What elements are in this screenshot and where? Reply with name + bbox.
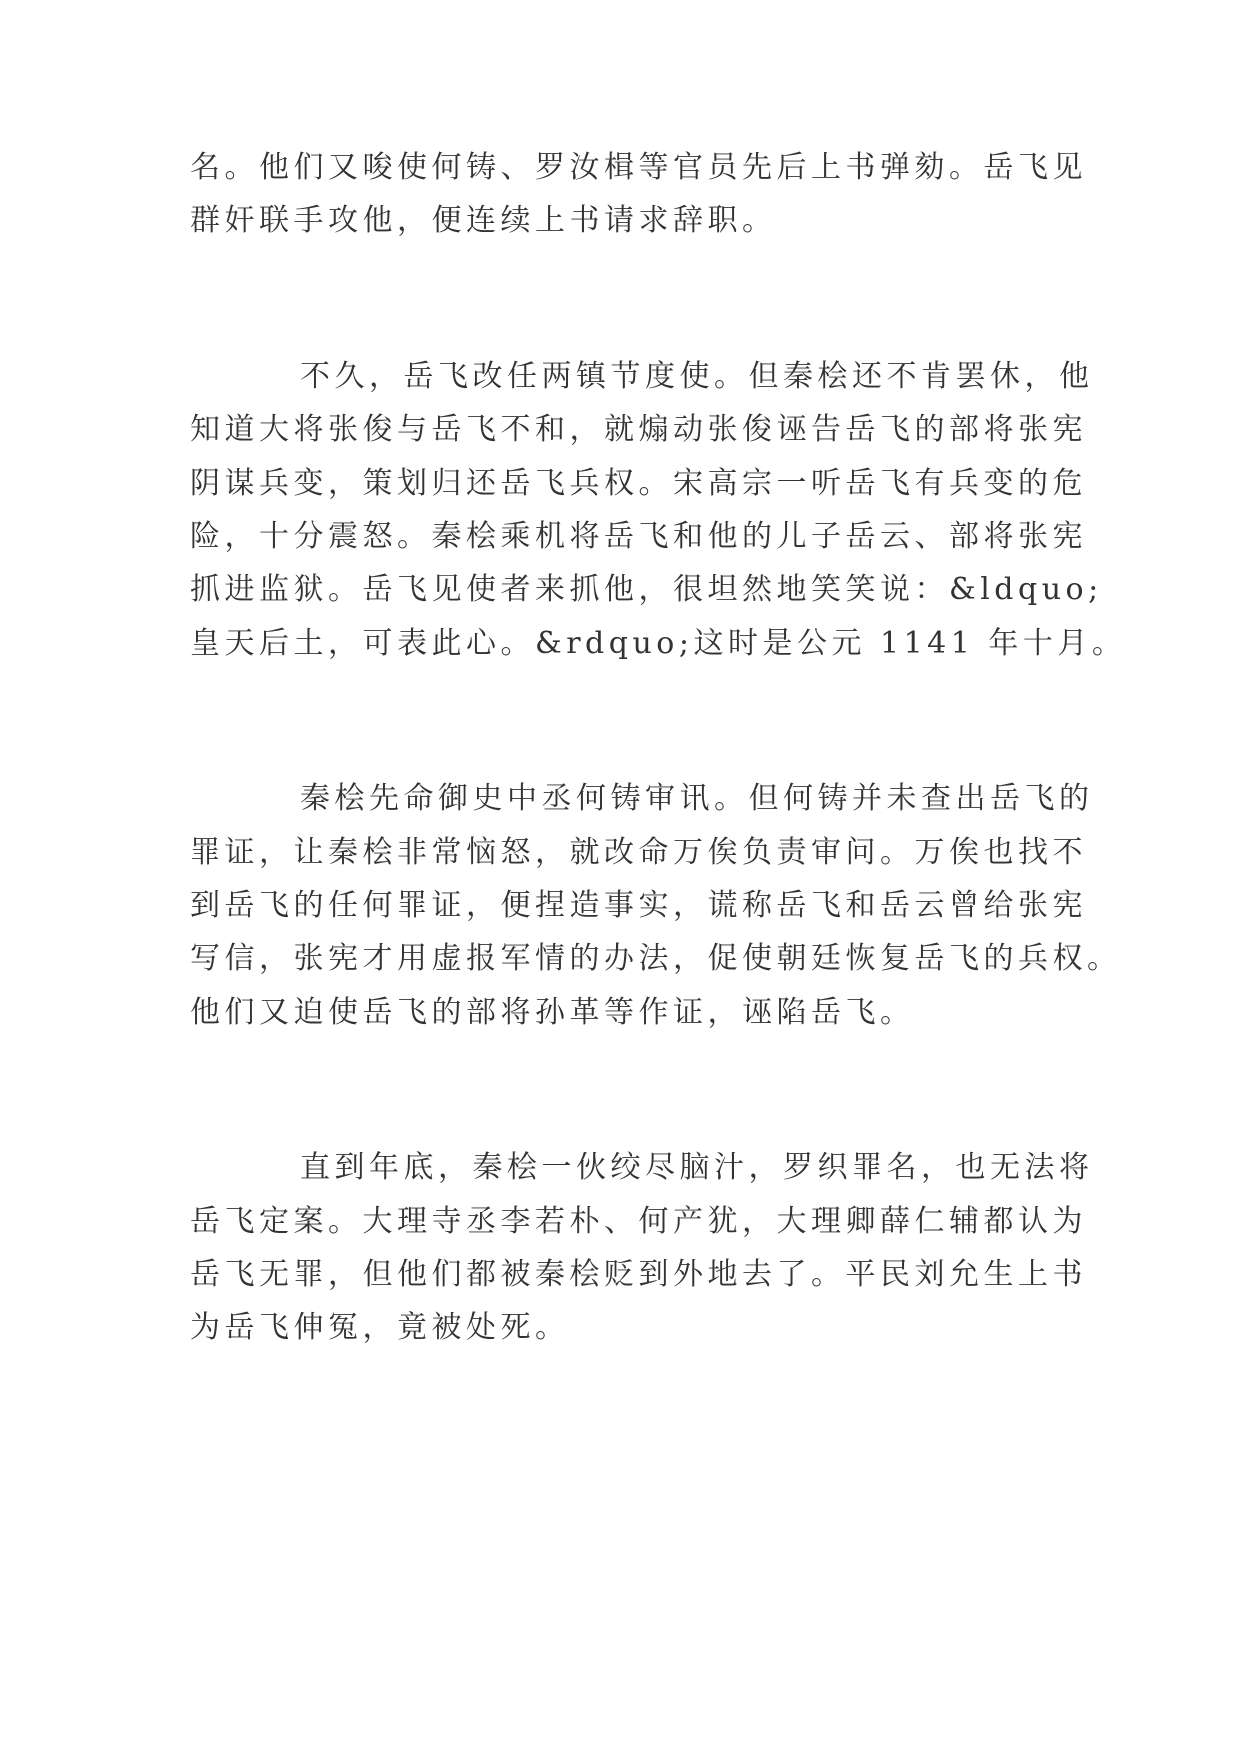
text-line: 皇天后土，可表此心。&rdquo;这时是公元 1141 年十月。 <box>190 626 1127 661</box>
text-line: 岳飞定案。大理寺丞李若朴、何产犹，大理卿薛仁辅都认为 <box>190 1204 1087 1239</box>
text-line-indented: 秦桧先命御史中丞何铸审讯。但何铸并未查出岳飞的 <box>300 781 1094 816</box>
text-line: 知道大将张俊与岳飞不和，就煽动张俊诬告岳飞的部将张宪 <box>190 412 1087 447</box>
text-line: 到岳飞的任何罪证，便捏造事实，谎称岳飞和岳云曾给张宪 <box>190 888 1087 923</box>
text-line: 群奸联手攻他，便连续上书请求辞职。 <box>190 203 777 238</box>
text-line: 险，十分震怒。秦桧乘机将岳飞和他的儿子岳云、部将张宪 <box>190 519 1087 554</box>
text-line: 岳飞无罪，但他们都被秦桧贬到外地去了。平民刘允生上书 <box>190 1257 1087 1292</box>
text-line: 罪证，让秦桧非常恼怒，就改命万俟负责审问。万俟也找不 <box>190 835 1087 870</box>
text-line-indented: 不久，岳飞改任两镇节度使。但秦桧还不肯罢休，他 <box>300 359 1094 394</box>
text-line: 名。他们又唆使何铸、罗汝楫等官员先后上书弹劾。岳飞见 <box>190 150 1087 185</box>
text-line: 写信，张宪才用虚报军情的办法，促使朝廷恢复岳飞的兵权。 <box>190 941 1122 976</box>
text-line: 他们又迫使岳飞的部将孙革等作证，诬陷岳飞。 <box>190 995 915 1030</box>
text-line: 为岳飞伸冤，竟被处死。 <box>190 1310 570 1345</box>
text-line: 抓进监狱。岳飞见使者来抓他，很坦然地笑笑说：&ldquo; <box>190 572 1103 607</box>
text-line-indented: 直到年底，秦桧一伙绞尽脑汁，罗织罪名，也无法将 <box>300 1150 1094 1185</box>
text-line: 阴谋兵变，策划归还岳飞兵权。宋高宗一听岳飞有兵变的危 <box>190 466 1087 501</box>
